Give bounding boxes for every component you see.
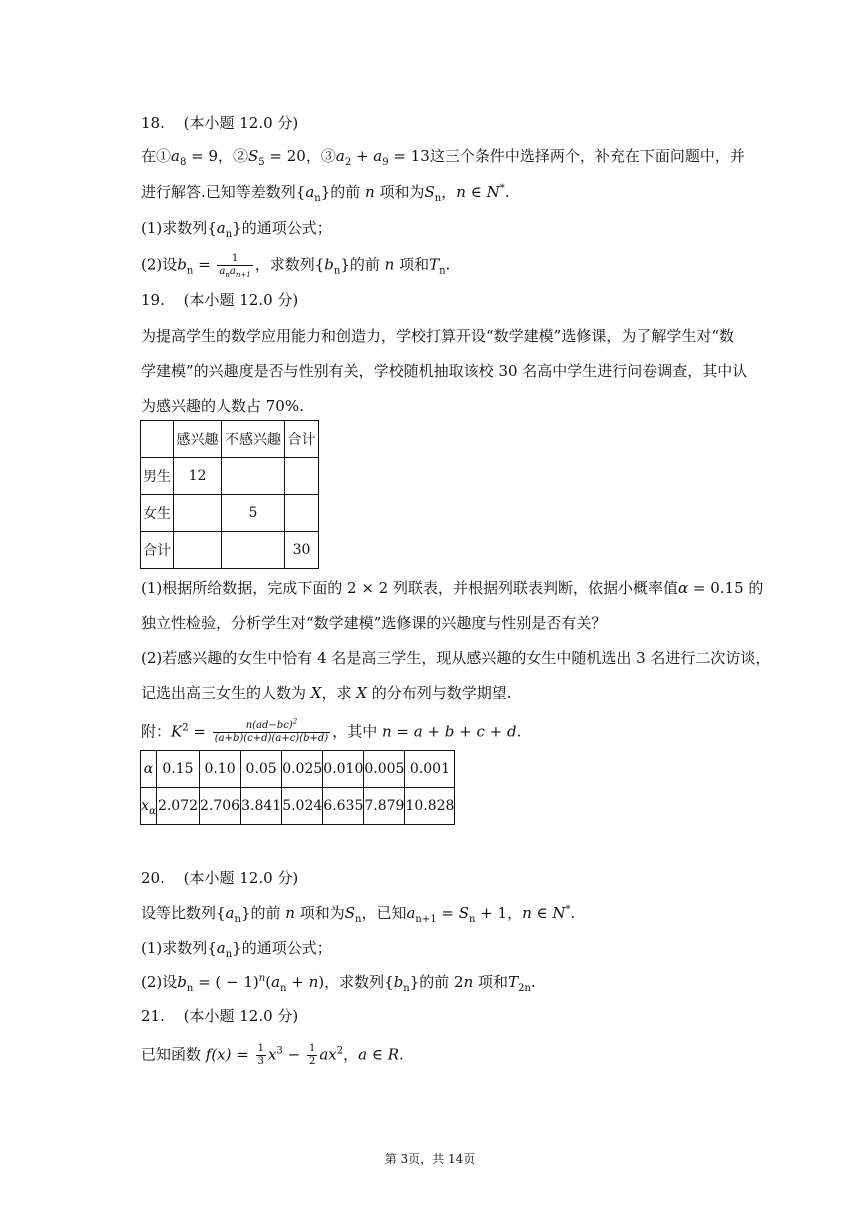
subscript: α xyxy=(149,805,156,817)
text: (1)根据所给数据，完成下面的 2 × 2 列联表，并根据列联表判断，依据小概率值 xyxy=(141,579,678,597)
text: 进行解答.已知等差数列{ xyxy=(141,183,306,201)
math-var: a xyxy=(358,1045,368,1064)
q18-part1 xyxy=(141,218,332,238)
text: . xyxy=(516,722,522,741)
table-cell xyxy=(222,532,285,569)
q19-part1-line2: 独立性检验，分析学生对“数学建模”选修课的兴趣度与性别是否有关？ xyxy=(141,614,607,632)
q19-score: (本小题 12.0 分) xyxy=(183,291,299,309)
q20-line1 xyxy=(141,903,575,923)
page-footer: 第 3页，共 14页 xyxy=(384,1152,476,1166)
text: 在① xyxy=(141,147,172,165)
math-var: K xyxy=(171,722,183,741)
table-cell: 男生 xyxy=(141,458,174,495)
superscript: 2 xyxy=(336,1045,344,1057)
math-var: T xyxy=(429,255,440,274)
math-var: n xyxy=(522,904,532,922)
text: = 20，③ xyxy=(264,147,336,165)
text: 附： xyxy=(141,722,172,741)
math-var: X xyxy=(310,684,322,702)
table-cell xyxy=(141,788,157,825)
subscript: 2 xyxy=(344,157,352,168)
math-var: S xyxy=(424,183,435,201)
q19-part2-line2 xyxy=(141,683,511,703)
text: ∈ xyxy=(531,904,553,922)
table-cell: 合计 xyxy=(141,532,174,569)
subscript: n xyxy=(314,193,321,204)
text: ，求 xyxy=(321,684,357,702)
q18-number: 18. xyxy=(141,114,165,132)
subscript: n xyxy=(225,229,233,240)
text: ，求数列{ xyxy=(254,255,325,274)
text: ，其中 xyxy=(332,722,382,741)
text: 设等比数列{ xyxy=(141,904,226,922)
q20-part2 xyxy=(141,972,536,992)
table-cell: 感兴趣 xyxy=(174,421,222,458)
text: }的前 xyxy=(340,255,385,274)
text: 项和为 xyxy=(374,183,425,201)
subscript: n+1 xyxy=(235,271,251,279)
table-cell: 不感兴趣 xyxy=(222,421,285,458)
text: }的通项公式； xyxy=(232,939,332,957)
subscript: 9 xyxy=(382,157,389,168)
subscript: 8 xyxy=(179,157,187,168)
q19-para-line1: 为提高学生的数学应用能力和创造力，学校打算开设“数学建模”选修课，为了解学生对“数 xyxy=(141,327,735,345)
table-cell: 0.010 xyxy=(323,751,364,788)
text: (2)设 xyxy=(141,973,178,991)
superscript: 3 xyxy=(276,1045,283,1057)
subscript: n xyxy=(186,265,194,277)
math-var: α xyxy=(677,579,689,597)
text: (1)求数列{ xyxy=(141,939,217,957)
table-cell: 6.635 xyxy=(323,788,364,825)
subscript: n xyxy=(469,914,476,925)
table-cell: 10.828 xyxy=(405,788,455,825)
math-formula: n = a + b + c + d xyxy=(381,722,517,741)
q20-number: 20. xyxy=(141,869,165,887)
text: }的前 xyxy=(320,183,366,201)
math-var: a xyxy=(271,973,281,991)
table-row xyxy=(141,458,319,495)
subscript: n xyxy=(280,983,287,994)
table-row xyxy=(141,421,319,458)
table-cell: 0.025 xyxy=(282,751,323,788)
q18-line1 xyxy=(141,146,745,166)
q20-header xyxy=(141,868,298,888)
table-cell: 0.05 xyxy=(241,751,282,788)
text: n(ad−bc) xyxy=(245,720,293,731)
fraction xyxy=(307,1043,317,1068)
math-var: S xyxy=(248,147,259,165)
superscript: 2 xyxy=(182,722,189,734)
subscript: 5 xyxy=(258,157,265,168)
q18-line2 xyxy=(141,182,509,202)
text: + xyxy=(286,973,309,991)
text: (2)设 xyxy=(141,255,178,274)
math-var: b xyxy=(177,973,187,991)
math-var: b xyxy=(324,255,334,274)
subscript: n xyxy=(439,265,446,277)
text: ( xyxy=(265,973,272,991)
text: ) xyxy=(318,973,325,991)
q21-line1 xyxy=(141,1043,404,1068)
text: = ( − 1) xyxy=(193,973,259,991)
text: ∈ xyxy=(465,183,487,201)
table-cell xyxy=(222,458,285,495)
fraction xyxy=(217,253,252,278)
q19-part2-line1: (2)若感兴趣的女生中恰有 4 名是高三学生，现从感兴趣的女生中随机选出 3 名进行二次访谈， xyxy=(141,649,771,667)
text: 项和 xyxy=(473,973,509,991)
subscript: n xyxy=(333,265,341,277)
table-cell xyxy=(141,421,174,458)
math-var: b xyxy=(393,973,404,991)
math-var: n xyxy=(285,904,295,922)
text: 已知函数 xyxy=(141,1045,206,1064)
text: ∈ xyxy=(367,1045,388,1064)
math-var: a xyxy=(335,147,345,165)
subscript: n xyxy=(403,983,410,994)
q19-number: 19. xyxy=(141,291,165,309)
math-var: X xyxy=(356,684,367,702)
text: = 13 xyxy=(388,147,430,165)
math-var: n xyxy=(463,973,474,991)
text: = xyxy=(188,722,211,741)
math-var: N xyxy=(552,904,566,922)
table-cell xyxy=(285,458,319,495)
text: = xyxy=(436,904,459,922)
text: ， xyxy=(441,183,457,201)
table-cell: 0.10 xyxy=(200,751,241,788)
table-cell: 0.001 xyxy=(405,751,455,788)
table-cell: α xyxy=(141,751,157,788)
text: = 9，② xyxy=(186,147,248,165)
math-var: n xyxy=(456,183,466,201)
text: ，求数列{ xyxy=(324,973,394,991)
q21-score: (本小题 12.0 分) xyxy=(183,1007,299,1025)
q19-appendix xyxy=(141,717,522,745)
table-cell: 5 xyxy=(222,495,285,532)
math-var: x xyxy=(141,798,150,814)
table-cell: 0.15 xyxy=(157,751,200,788)
q19-part1-line1 xyxy=(141,578,763,598)
text: = 0.15 的 xyxy=(688,579,764,597)
math-var: n xyxy=(384,255,395,274)
q18-part2 xyxy=(141,253,450,278)
denominator: (a+b)(c+d)(a+c)(b+d) xyxy=(214,733,329,744)
q19-para-line2: 学建模”的兴趣度是否与性别有关，学校随机抽取该校 30 名高中学生进行问卷调查，其中认 xyxy=(141,362,748,380)
table-cell: 2.706 xyxy=(200,788,241,825)
table-cell xyxy=(174,495,222,532)
subscript: n xyxy=(225,949,233,960)
q20-score: (本小题 12.0 分) xyxy=(183,869,299,887)
q18-header xyxy=(141,113,298,133)
text: . xyxy=(570,904,576,922)
text: ，已知 xyxy=(361,904,407,922)
table-row xyxy=(141,532,319,569)
text: 项和 xyxy=(394,255,430,274)
superscript: 2 xyxy=(292,717,298,726)
math-var: a xyxy=(171,147,180,165)
denominator: 3 xyxy=(257,1056,264,1067)
math-var: b xyxy=(177,255,187,274)
math-var: n xyxy=(365,183,375,201)
math-var: f(x) xyxy=(205,1045,232,1064)
table-cell xyxy=(285,495,319,532)
math-var: a xyxy=(219,266,226,277)
numerator xyxy=(213,717,330,733)
math-var: a xyxy=(225,904,235,922)
math-var: a xyxy=(406,904,416,922)
text: 项和为 xyxy=(294,904,345,922)
text: . xyxy=(530,973,536,991)
text: . xyxy=(445,255,451,274)
text: 记选出高三女生的人数为 xyxy=(141,684,311,702)
q18-score: (本小题 12.0 分) xyxy=(183,114,299,132)
text: }的前 xyxy=(240,904,286,922)
q19-header xyxy=(141,290,298,310)
math-var: a xyxy=(373,147,383,165)
math-var: n xyxy=(308,973,319,991)
critical-value-table xyxy=(140,750,455,825)
subscript: n xyxy=(355,914,362,925)
table-cell: 合计 xyxy=(285,421,319,458)
subscript: n xyxy=(434,193,442,204)
text: + xyxy=(351,147,374,165)
table-cell: 2.072 xyxy=(157,788,200,825)
table-cell: 7.879 xyxy=(364,788,405,825)
table-cell: 12 xyxy=(174,458,222,495)
q19-para-line3: 为感兴趣的人数占 70%. xyxy=(141,397,304,415)
denominator xyxy=(217,266,252,278)
numerator: 1 xyxy=(308,1043,316,1054)
table-cell: 3.841 xyxy=(241,788,282,825)
contingency-table xyxy=(140,420,319,569)
text: ， xyxy=(343,1045,359,1064)
table-cell: 女生 xyxy=(141,495,174,532)
math-var: T xyxy=(508,973,519,991)
math-var: R xyxy=(387,1045,399,1064)
table-cell xyxy=(174,532,222,569)
text: 的分布列与数学期望. xyxy=(366,684,512,702)
math-var: S xyxy=(458,904,469,922)
q20-part1 xyxy=(141,938,332,958)
table-cell: 0.005 xyxy=(364,751,405,788)
q21-number: 21. xyxy=(141,1007,165,1025)
text: (1)求数列{ xyxy=(141,219,217,237)
numerator: 1 xyxy=(217,253,252,266)
text: = xyxy=(193,255,216,274)
fraction xyxy=(213,717,330,745)
math-var: x xyxy=(267,1045,277,1064)
text: . xyxy=(504,183,510,201)
math-var: a xyxy=(216,219,226,237)
q21-header xyxy=(141,1006,298,1026)
subscript: n xyxy=(225,271,230,279)
subscript: n xyxy=(186,983,194,994)
text: 这三个条件中选择两个，补充在下面问题中，并 xyxy=(429,147,745,165)
math-var: a xyxy=(305,183,315,201)
text: = xyxy=(231,1045,254,1064)
superscript: * xyxy=(499,183,505,194)
subscript: 2n xyxy=(518,983,531,994)
math-var: S xyxy=(344,904,355,922)
numerator: 1 xyxy=(257,1043,264,1054)
text: − xyxy=(282,1045,305,1064)
text: }的通项公式； xyxy=(232,219,332,237)
math-var: a xyxy=(229,266,236,277)
text: . xyxy=(399,1045,404,1064)
math-var: ax xyxy=(319,1045,337,1064)
superscript: * xyxy=(565,904,571,915)
denominator: 2 xyxy=(308,1056,316,1067)
math-var: a xyxy=(216,939,226,957)
table-cell: 30 xyxy=(285,532,319,569)
superscript: n xyxy=(258,973,266,984)
text: }的前 2 xyxy=(409,973,464,991)
subscript: n xyxy=(234,914,241,925)
math-var: N xyxy=(486,183,500,201)
table-row xyxy=(141,751,455,788)
text: + 1， xyxy=(475,904,523,922)
table-row xyxy=(141,788,455,825)
fraction xyxy=(256,1043,266,1068)
table-cell: 5.024 xyxy=(282,788,323,825)
subscript: n+1 xyxy=(415,914,437,925)
table-row xyxy=(141,495,319,532)
